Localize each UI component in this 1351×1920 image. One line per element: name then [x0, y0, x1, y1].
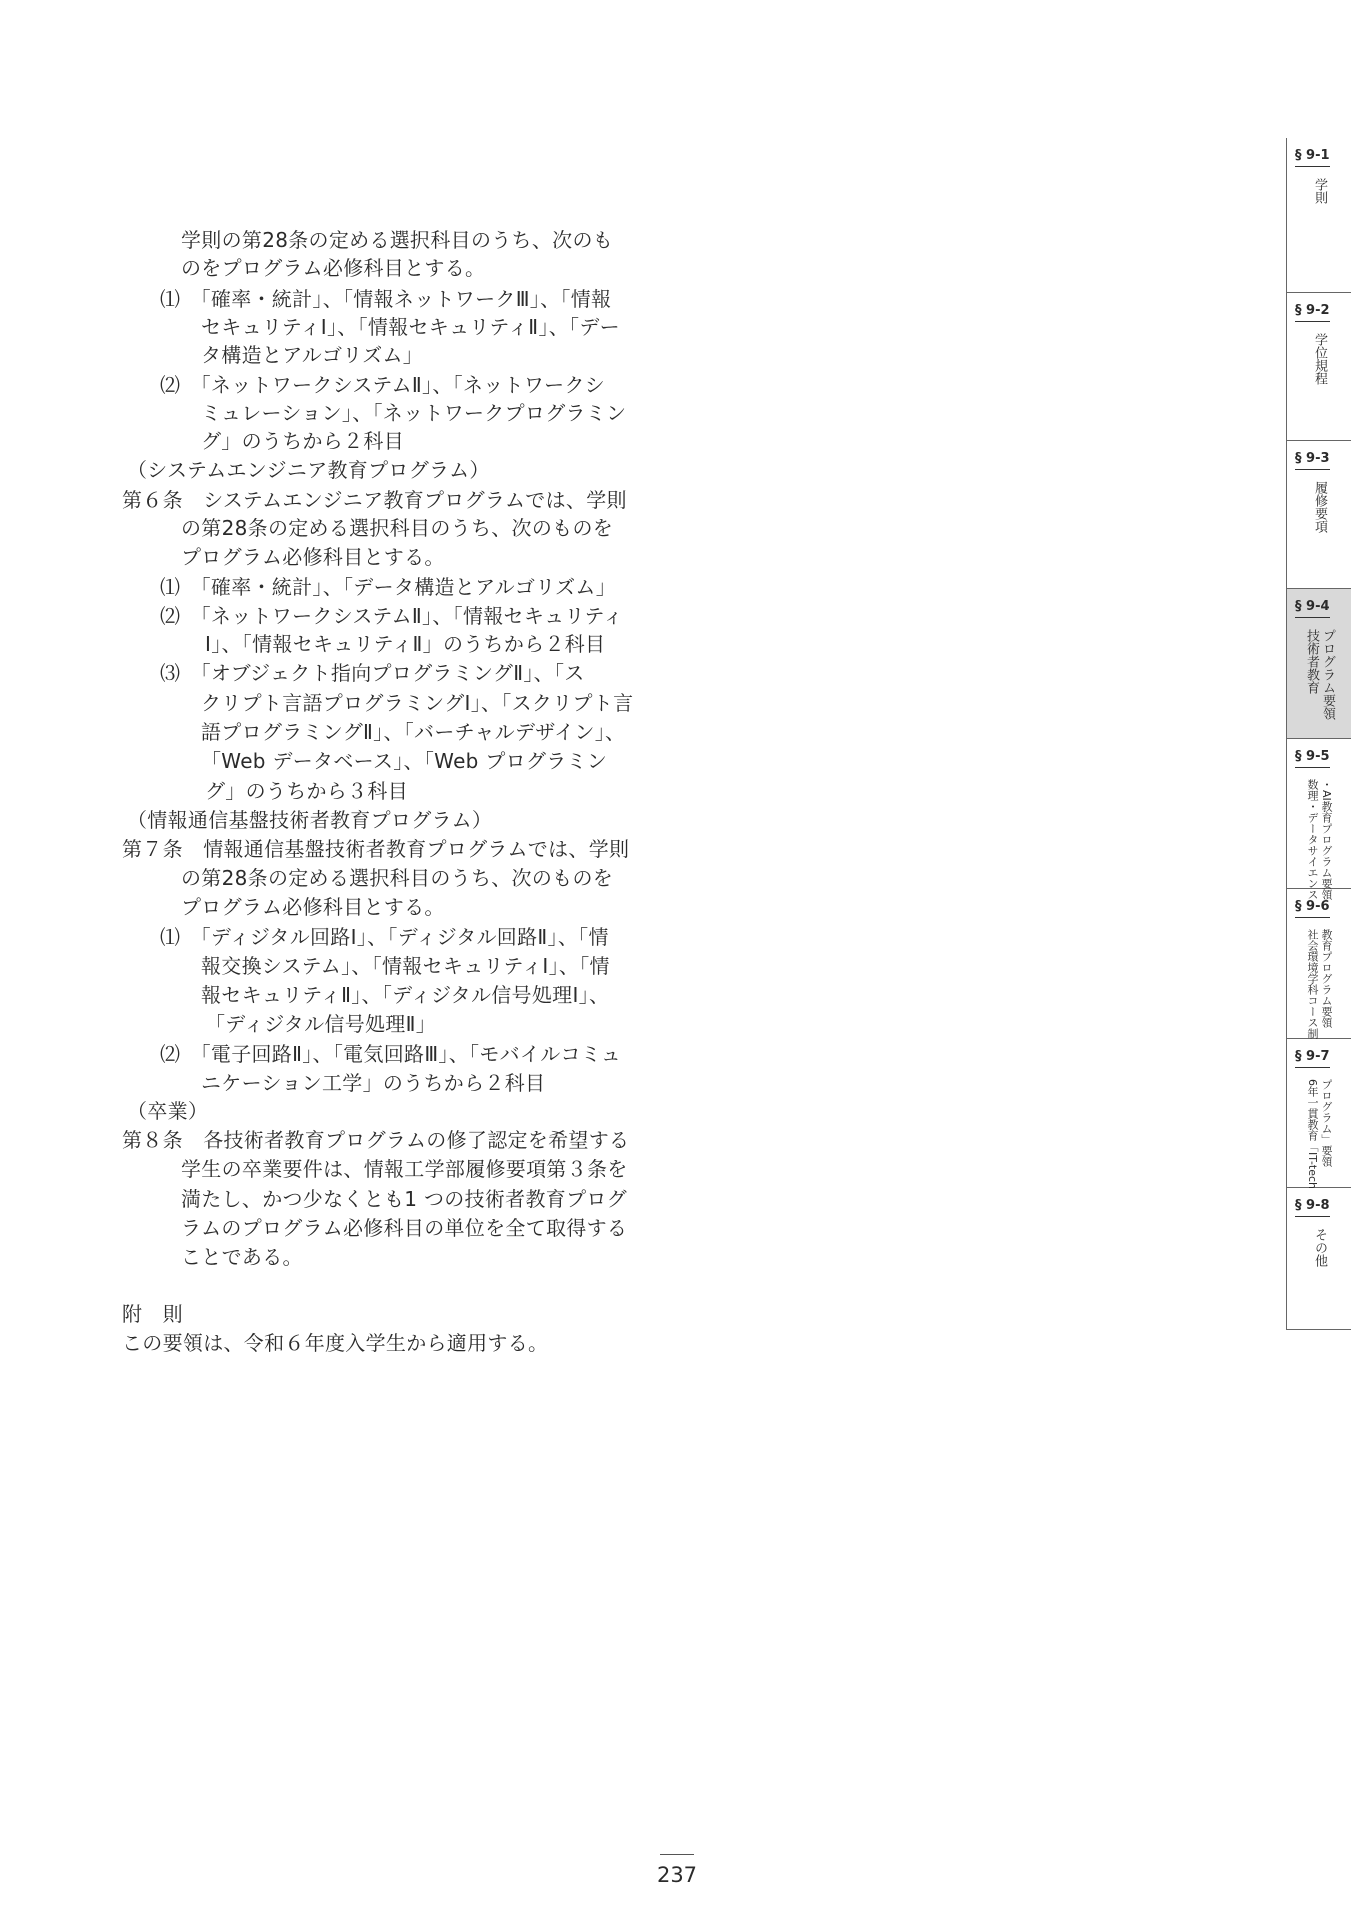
page-number-rule [660, 1854, 694, 1855]
tab-title: 数理・データサイエンス [1306, 779, 1319, 900]
text-line: 報セキュリティⅡ」、「ディジタル信号処理Ⅰ」、 [201, 983, 610, 1007]
tab-title: 技術者教育 [1304, 629, 1319, 694]
text-line: プログラム必修科目とする。 [181, 545, 445, 569]
text-line: グ」のうちから２科目 [201, 429, 404, 453]
tab-title: ・AI教育プログラム要領 [1320, 779, 1333, 900]
text-line: ⑵ 「ネットワークシステムⅡ」、「ネットワークシ [160, 373, 606, 397]
tab-number: § 9-5 [1295, 749, 1330, 768]
tab-title: 学則 [1312, 178, 1327, 204]
text-line: ⑵ 「電子回路Ⅱ」、「電気回路Ⅲ」、「モバイルコミュ [160, 1042, 622, 1066]
tab-title: プログラム」要領 [1320, 1079, 1333, 1167]
text-line: ⑴ 「確率・統計」、「情報ネットワークⅢ」、「情報 [160, 287, 612, 311]
text-line: セキュリティⅠ」、「情報セキュリティⅡ」、「デー [201, 315, 620, 339]
tab-number: § 9-7 [1295, 1049, 1330, 1068]
text-line: 報交換システム」、「情報セキュリティⅠ」、「情 [201, 954, 610, 978]
section-tabs [1286, 138, 1351, 1330]
tab-title: 社会環境学科コース制 [1306, 929, 1319, 1039]
tab-number: § 9-6 [1295, 899, 1330, 918]
tab-9-2[interactable] [1287, 293, 1351, 441]
tab-title: その他 [1312, 1228, 1327, 1267]
tab-number: § 9-8 [1295, 1198, 1330, 1217]
text-line: ことである。 [181, 1245, 303, 1269]
text-line: ⑴ 「ディジタル回路Ⅰ」、「ディジタル回路Ⅱ」、「情 [160, 925, 609, 949]
text-line: 満たし、かつ少なくとも1 つの技術者教育プログ [181, 1187, 627, 1211]
tab-title: 学位規程 [1312, 333, 1327, 385]
tab-title: 履修要項 [1312, 481, 1327, 533]
text-line: グ」のうちから３科目 [205, 779, 408, 803]
text-line: タ構造とアルゴリズム」 [201, 343, 424, 367]
text-line: のをプログラム必修科目とする。 [181, 256, 486, 280]
article-line: 第６条 システムエンジニア教育プログラムでは、学則 [122, 488, 627, 512]
tab-9-5[interactable] [1287, 739, 1351, 900]
tab-number: § 9-4 [1295, 599, 1330, 618]
text-line: この要領は、令和６年度入学生から適用する。 [122, 1331, 549, 1355]
section-heading: （情報通信基盤技術者教育プログラム） [127, 808, 493, 832]
text-line: の第28条の定める選択科目のうち、次のものを [181, 516, 614, 540]
text-line: 語プログラミングⅡ」、「バーチャルデザイン」、 [201, 720, 626, 744]
article-line: 第７条 情報通信基盤技術者教育プログラムでは、学則 [122, 837, 630, 861]
tab-title: 6年一貫教育「IT-tech [1306, 1079, 1319, 1190]
text-line: Ⅰ」、「情報セキュリティⅡ」のうちから２科目 [205, 632, 606, 656]
text-line: の第28条の定める選択科目のうち、次のものを [181, 866, 614, 890]
tab-number: § 9-3 [1295, 451, 1330, 470]
text-line: 学則の第28条の定める選択科目のうち、次のも [181, 228, 614, 252]
page-number: 237 [656, 1863, 698, 1887]
text-line: ミュレーション」、「ネットワークプログラミン [201, 401, 627, 425]
text-line: プログラム必修科目とする。 [181, 895, 445, 919]
text-line: 学生の卒業要件は、情報工学部履修要項第３条を [181, 1157, 628, 1181]
tab-title: 教育プログラム要領 [1320, 929, 1333, 1028]
section-heading: （卒業） [127, 1099, 209, 1123]
article-line: 第８条 各技術者教育プログラムの修了認定を希望する [122, 1128, 630, 1152]
tab-9-4[interactable] [1287, 589, 1351, 739]
supplementary-heading: 附 則 [122, 1302, 183, 1326]
text-line: 「ディジタル信号処理Ⅱ」 [205, 1012, 437, 1036]
tab-9-8[interactable] [1287, 1188, 1351, 1330]
text-line: ⑴ 「確率・統計」、「データ構造とアルゴリズム」 [160, 575, 616, 599]
tab-9-6[interactable] [1287, 889, 1351, 1039]
text-line: ⑶ 「オブジェクト指向プログラミングⅡ」、「ス [160, 661, 585, 685]
tab-number: § 9-2 [1295, 303, 1330, 322]
text-line: ニケーション工学」のうちから２科目 [201, 1071, 546, 1095]
text-line: 「Web データベース」、「Web プログラミン [201, 749, 608, 773]
tab-title: プログラム要領 [1320, 629, 1335, 720]
text-line: クリプト言語プログラミングⅠ」、「スクリプト言 [201, 691, 634, 715]
tab-9-3[interactable] [1287, 441, 1351, 589]
tab-number: § 9-1 [1295, 148, 1330, 167]
tab-9-7[interactable] [1287, 1039, 1351, 1188]
tab-9-1[interactable] [1287, 138, 1351, 293]
text-line: ラムのプログラム必修科目の単位を全て取得する [181, 1216, 628, 1240]
text-line: ⑵ 「ネットワークシステムⅡ」、「情報セキュリティ [160, 604, 624, 628]
section-heading: （システムエンジニア教育プログラム） [127, 458, 490, 482]
